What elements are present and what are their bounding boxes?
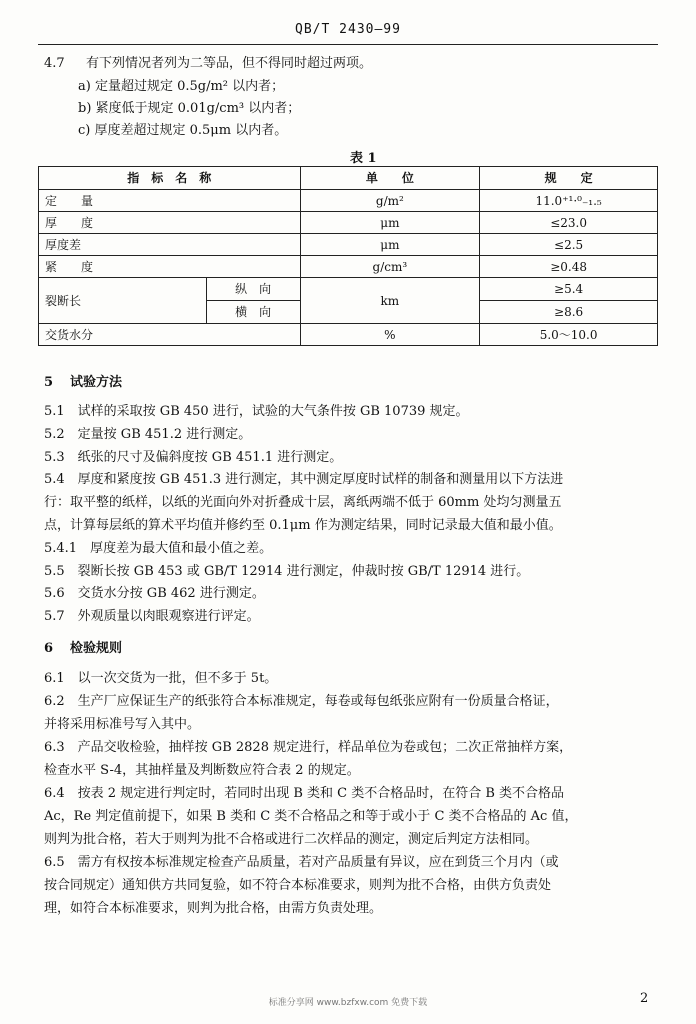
table-row (39, 234, 658, 256)
list-item: b) 紧度低于规定 0.01g/cm³ 以内者； (78, 101, 301, 116)
row-value: ≥8.6 (480, 301, 658, 324)
clause-line: 检查水平 S-4，其抽样量及判断数应符合表 2 的规定。 (44, 763, 360, 778)
clause-line: 5.2 定量按 GB 451.2 进行测定。 (44, 427, 252, 442)
row-name: 厚度差 (39, 234, 301, 256)
row-value: 11.0⁺¹·⁰₋₁.₅ (480, 190, 658, 212)
row-value: ≤2.5 (480, 234, 658, 256)
row-subname: 横 向 (206, 301, 300, 324)
clause-line: 按合同规定）通知供方共同复验，如不符合本标准要求，则判为批不合格，由供方负责处 (44, 878, 552, 893)
clause-line: 5.4.1 厚度差为最大值和最小值之差。 (44, 541, 273, 556)
page-number: 2 (640, 991, 649, 1006)
table-header-row (39, 167, 658, 190)
clause-line: 5.7 外观质量以肉眼观察进行评定。 (44, 609, 260, 624)
spec-table (38, 166, 658, 346)
clause-line: Ac，Re 判定值前提下，如果 B 类和 C 类不合格品之和等于或小于 C 类不合格品的 Ac 值， (44, 809, 578, 824)
clause-line: 6.5 需方有权按本标准规定检查产品质量，若对产品质量有异议，应在到货三个月内（或 (44, 855, 559, 870)
row-name: 紧 度 (39, 256, 301, 278)
clause-line: 5.3 纸张的尺寸及偏斜度按 GB 451.1 进行测定。 (44, 450, 343, 465)
table-row (39, 324, 658, 346)
row-unit: μm (300, 234, 480, 256)
section-number: 5 (44, 375, 54, 390)
header-cell: 指 标 名 称 (39, 167, 301, 190)
clause-line: 6.3 产品交收检验，抽样按 GB 2828 规定进行，样品单位为卷或包；二次正常抽样方案， (44, 740, 573, 755)
table-row (39, 190, 658, 212)
clause-text: 有下列情况者列为二等品，但不得同时超过两项。 (86, 56, 373, 71)
clause-line: 6.2 生产厂应保证生产的纸张符合本标准规定，每卷或每包纸张应附有一份质量合格证， (44, 694, 559, 709)
header-rule (38, 44, 658, 45)
header-cell: 规 定 (480, 167, 658, 190)
row-value: ≤23.0 (480, 212, 658, 234)
clause-line: 5.1 试样的采取按 GB 450 进行，试验的大气条件按 GB 10739 规定。 (44, 404, 469, 419)
row-subname: 纵 向 (206, 278, 300, 301)
row-unit: g/m² (300, 190, 480, 212)
section-5-heading (44, 375, 122, 391)
clause-4-7 (44, 56, 372, 72)
header-cell: 单 位 (300, 167, 480, 190)
clause-number: 4.7 (44, 56, 65, 71)
row-name: 裂断长 (39, 278, 207, 324)
list-item: a) 定量超过规定 0.5g/m² 以内者； (78, 79, 285, 94)
clause-line: 5.5 裂断长按 GB 453 或 GB/T 12914 进行测定，仲裁时按 GB/T 12914 进行。 (44, 564, 530, 579)
table-caption: 表 1 (350, 151, 377, 166)
clause-line: 理，如符合本标准要求，则判为批合格，由需方负责处理。 (44, 901, 383, 916)
table-row (39, 256, 658, 278)
row-unit: % (300, 324, 480, 346)
clause-line: 5.6 交货水分按 GB 462 进行测定。 (44, 586, 265, 601)
row-value: 5.0～10.0 (480, 324, 658, 346)
row-unit: km (300, 278, 480, 324)
table-row (39, 278, 658, 301)
section-title: 试验方法 (70, 375, 123, 390)
section-number: 6 (44, 641, 54, 656)
row-name: 厚 度 (39, 212, 301, 234)
watermark-footer: 标准分享网 www.bzfxw.com 免费下载 (268, 998, 428, 1008)
page-header: QB/T 2430—99 (295, 22, 401, 37)
row-name: 交货水分 (39, 324, 301, 346)
clause-line: 并将采用标准号写入其中。 (44, 717, 201, 732)
clause-line: 5.4 厚度和紧度按 GB 451.3 进行测定，其中测定厚度时试样的制备和测量用以下方法进 (44, 472, 564, 487)
row-value: ≥0.48 (480, 256, 658, 278)
row-value: ≥5.4 (480, 278, 658, 301)
row-unit: g/cm³ (300, 256, 480, 278)
clause-line: 点，计算每层纸的算术平均值并修约至 0.1μm 作为测定结果，同时记录最大值和最小值。 (44, 518, 562, 533)
row-unit: μm (300, 212, 480, 234)
clause-line: 6.4 按表 2 规定进行判定时，若同时出现 B 类和 C 类不合格品时，在符合 B 类不合格品 (44, 786, 565, 801)
table-row (39, 212, 658, 234)
clause-line: 行：取平整的纸样，以纸的光面向外对折叠成十层，离纸两端不低于 60mm 处均匀测量五 (44, 495, 562, 510)
list-item: c) 厚度差超过规定 0.5μm 以内者。 (78, 123, 288, 138)
clause-line: 6.1 以一次交货为一批，但不多于 5t。 (44, 671, 278, 686)
row-name: 定 量 (39, 190, 301, 212)
section-6-heading (44, 641, 122, 657)
clause-line: 则判为批合格，若大于则判为批不合格或进行二次样品的测定，测定后判定方法相同。 (44, 832, 539, 847)
section-title: 检验规则 (70, 641, 123, 656)
